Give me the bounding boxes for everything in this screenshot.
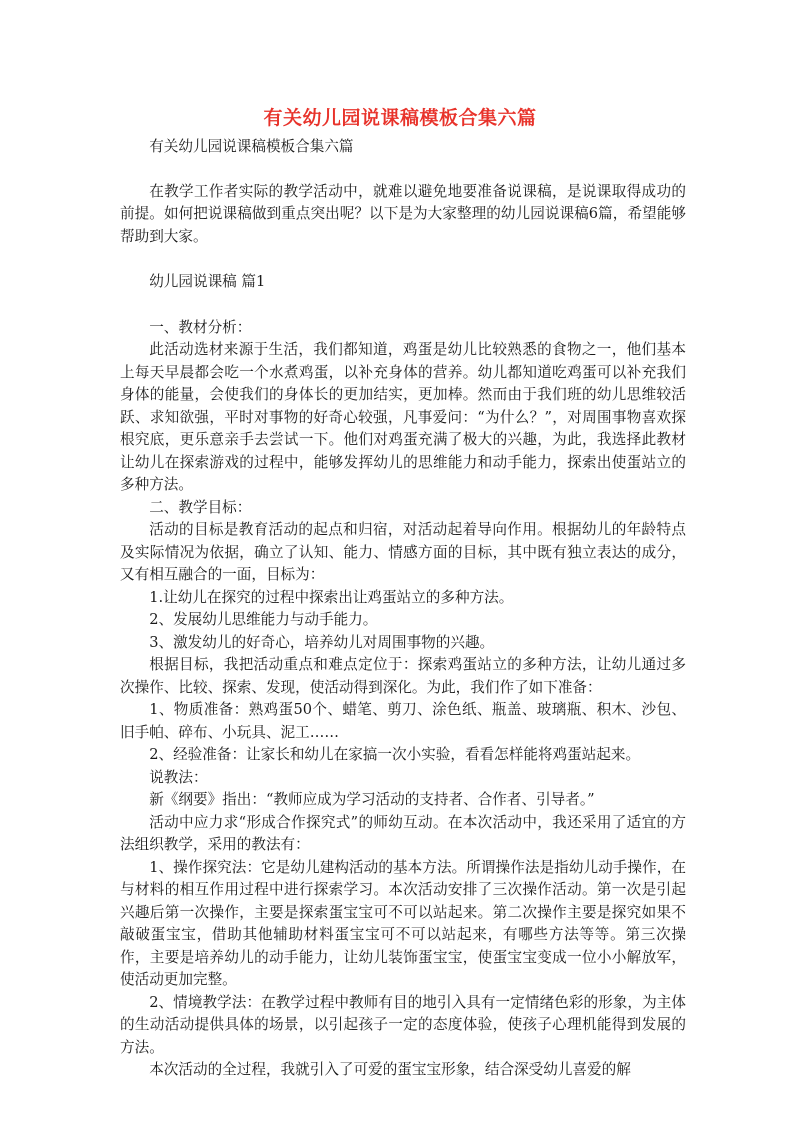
document-subtitle: 有关幼儿园说课稿模板合集六篇: [149, 138, 354, 155]
paragraph: 2、经验准备：让家长和幼儿在家搞一次小实验，看看怎样能将鸡蛋站起来。: [149, 746, 641, 763]
section-heading: 幼儿园说课稿 篇1: [149, 273, 266, 290]
paragraph: 活动的目标是教育活动的起点和归宿，对活动起着导向作用。根据幼儿的年龄特点及实际情况为依据，确立了认知、能力、情感方面的目标，其中既有独立表达的成分，又有相互融合的一面，目标为：: [120, 521, 686, 583]
paragraph: 根据目标，我把活动重点和难点定位于：探索鸡蛋站立的多种方法，让幼儿通过多次操作、比较、探索、发现，使活动得到深化。为此，我们作了如下准备：: [120, 656, 686, 696]
paragraph: 1、物质准备：熟鸡蛋50个、蜡笔、剪刀、涂色纸、瓶盖、玻璃瓶、积木、沙包、旧手帕、碎布、小玩具、泥工……: [120, 701, 686, 741]
paragraph: 活动中应力求“形成合作探究式”的师幼互动。在本次活动中，我还采用了适宜的方法组织教学，采用的教法有：: [120, 813, 686, 853]
paragraph: 本次活动的全过程，我就引入了可爱的蛋宝宝形象，结合深受幼儿喜爱的解: [149, 1061, 631, 1078]
paragraph: 3、激发幼儿的好奇心，培养幼儿对周围事物的兴趣。: [149, 633, 495, 651]
spacer: [120, 159, 686, 181]
paragraph: 说教法：: [149, 768, 208, 786]
paragraph: 1.让幼儿在探究的过程中探索出让鸡蛋站立的多种方法。: [149, 588, 514, 606]
document-body: [120, 136, 686, 1082]
spacer: [120, 248, 686, 271]
paragraph: 2、情境教学法：在教学过程中教师有目的地引入具有一定情绪色彩的形象，为主体的生动活动提供具体的场景，以引起孩子一定的态度体验，使孩子心理机能得到发展的方法。: [120, 993, 686, 1056]
document-title: 有关幼儿园说课稿模板合集六篇: [263, 107, 537, 129]
paragraph: 一、教材分析：: [149, 318, 252, 336]
paragraph: 新《纲要》指出：“教师应成为学习活动的支持者、合作者、引导者。”: [149, 791, 595, 808]
intro-paragraph: 在教学工作者实际的教学活动中，就难以避免地要准备说课稿，是说课取得成功的前提。如何把说课稿做到重点突出呢？以下是为大家整理的幼儿园说课稿6篇，希望能够帮助到大家。: [120, 182, 686, 245]
spacer: [120, 294, 686, 317]
paragraph: 1、操作探究法：它是幼儿建构活动的基本方法。所谓操作法是指幼儿动手操作，在与材料的相互作用过程中进行探索学习。本次活动安排了三次操作活动。第一次是引起兴趣后第一次操作，主要是探索蛋宝宝可不可以站起来。第二次操作主要是探究如果不敲破蛋宝宝，借助其他辅助材料蛋宝宝可不可以站起来，有哪些方法等等。第三次操作，主要是培养幼儿的动手能力，让幼儿装饰蛋宝宝，使蛋宝宝变成一位小小解放军，使活动更加完整。: [120, 858, 686, 988]
paragraph: 2、发展幼儿思维能力与动手能力。: [149, 611, 378, 628]
paragraph: 二、教学目标：: [149, 498, 252, 516]
paragraph: 此活动选材来源于生活，我们都知道，鸡蛋是幼儿比较熟悉的食物之一，他们基本上每天早晨都会吃一个水煮鸡蛋，以补充身体的营养。幼儿都知道吃鸡蛋可以补充我们身体的能量，会使我们的身体长的更加结实，更加棒。然而由于我们班的幼儿思维较活跃、求知欲强，平时对事物的好奇心较强，凡事爱问：“为什么？”，对周围事物喜欢探根究底，更乐意亲手去尝试一下。他们对鸡蛋充满了极大的兴趣，为此，我选择此教材让幼儿在探索游戏的过程中，能够发挥幼儿的思维能力和动手能力，探索出使蛋站立的多种方法。: [120, 341, 686, 493]
